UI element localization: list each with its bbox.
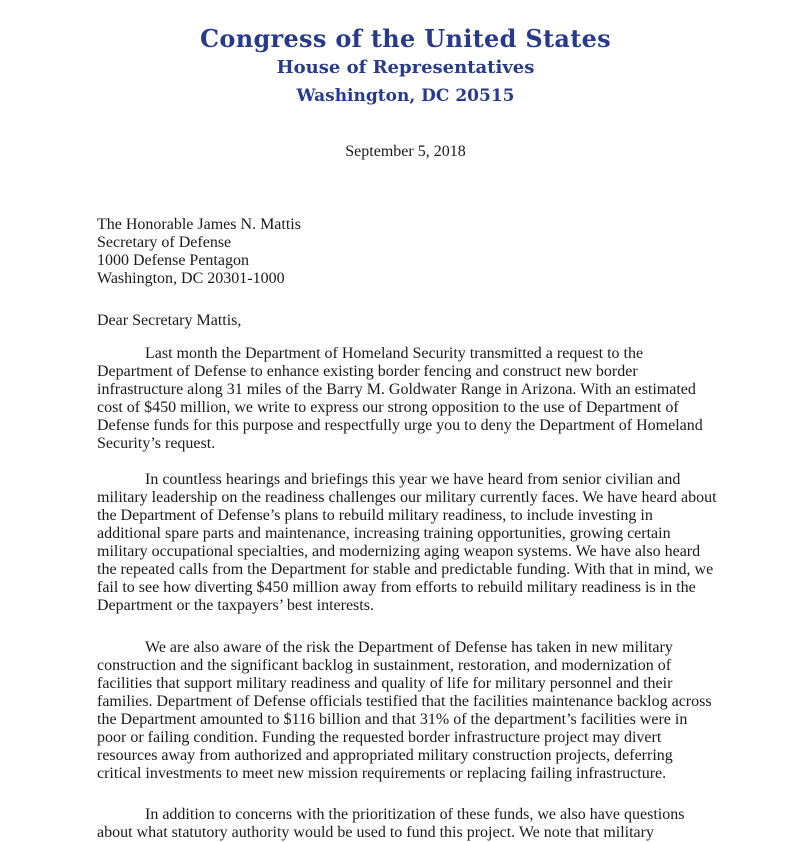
paragraph-1	[97, 345, 717, 453]
paragraph-line: military leadership on the readiness challenges our military currently faces. We have heard about	[97, 489, 717, 506]
letterhead-title: Congress of the United States	[199, 24, 611, 53]
paragraph-line: We are also aware of the risk the Department of Defense has taken in new military	[145, 639, 673, 656]
paragraph-line: the Department amounted to $116 billion and that 31% of the department’s facilities were in	[97, 711, 688, 728]
paragraph-3	[97, 639, 717, 783]
recipient-city: Washington, DC 20301-1000	[97, 270, 285, 287]
paragraph-line: military occupational specialties, and modernizing aging weapon systems. We have also heard	[97, 543, 701, 560]
paragraph-line: critical investments to meet new mission requirements or replacing failing infrastructure.	[97, 765, 667, 782]
recipient-title: Secretary of Defense	[97, 234, 232, 251]
paragraph-line: construction and the significant backlog in sustainment, restoration, and modernization of	[97, 657, 672, 674]
paragraph-line: families. Department of Defense officials testified that the facilities maintenance backlog across	[97, 693, 712, 710]
paragraph-line: resources away from authorized and appropriated military construction projects, deferring	[97, 747, 673, 764]
paragraph-line: Department of Defense to enhance existing border fencing and construct new border	[97, 363, 638, 380]
letter-date: September 5, 2018	[345, 143, 466, 160]
paragraph-line: additional spare parts and maintenance, increasing training opportunities, growing certain	[97, 525, 671, 542]
recipient-name: The Honorable James N. Mattis	[97, 216, 301, 233]
paragraph-line: In addition to concerns with the prioritization of these funds, we also have questions	[145, 806, 685, 823]
paragraph-line: about what statutory authority would be used to fund this project. We note that military	[97, 824, 654, 841]
paragraph-line: Security’s request.	[97, 435, 216, 452]
paragraph-line: cost of $450 million, we write to express our strong opposition to the use of Department of	[97, 399, 679, 416]
paragraph-line: the Department of Defense’s plans to rebuild military readiness, to include investing in	[97, 507, 653, 524]
recipient-address	[97, 216, 301, 288]
paragraph-line: infrastructure along 31 miles of the Barry M. Goldwater Range in Arizona. With an estimated	[97, 381, 696, 398]
paragraph-line: facilities that support military readiness and quality of life for military personnel and their	[97, 675, 673, 692]
paragraph-line: the repeated calls from the Department for stable and predictable funding. With that in mind, we	[97, 561, 714, 578]
recipient-street: 1000 Defense Pentagon	[97, 252, 249, 269]
paragraph-line: fail to see how diverting $450 million away from efforts to rebuild military readiness is in the	[97, 579, 696, 596]
paragraph-line: Last month the Department of Homeland Security transmitted a request to the	[145, 345, 644, 362]
letterhead-chamber: House of Representatives	[276, 57, 535, 78]
paragraph-line: In countless hearings and briefings this year we have heard from senior civilian and	[145, 471, 681, 488]
paragraph-line: poor or failing condition. Funding the requested border infrastructure project may divert	[97, 729, 662, 746]
letterhead-address: Washington, DC 20515	[296, 86, 515, 106]
paragraph-2	[97, 471, 717, 615]
paragraph-line: Defense funds for this purpose and respectfully urge you to deny the Department of Homeland	[97, 417, 703, 434]
salutation: Dear Secretary Mattis,	[97, 312, 242, 329]
paragraph-4	[97, 806, 717, 842]
paragraph-line: Department or the taxpayers’ best interests.	[97, 597, 374, 614]
